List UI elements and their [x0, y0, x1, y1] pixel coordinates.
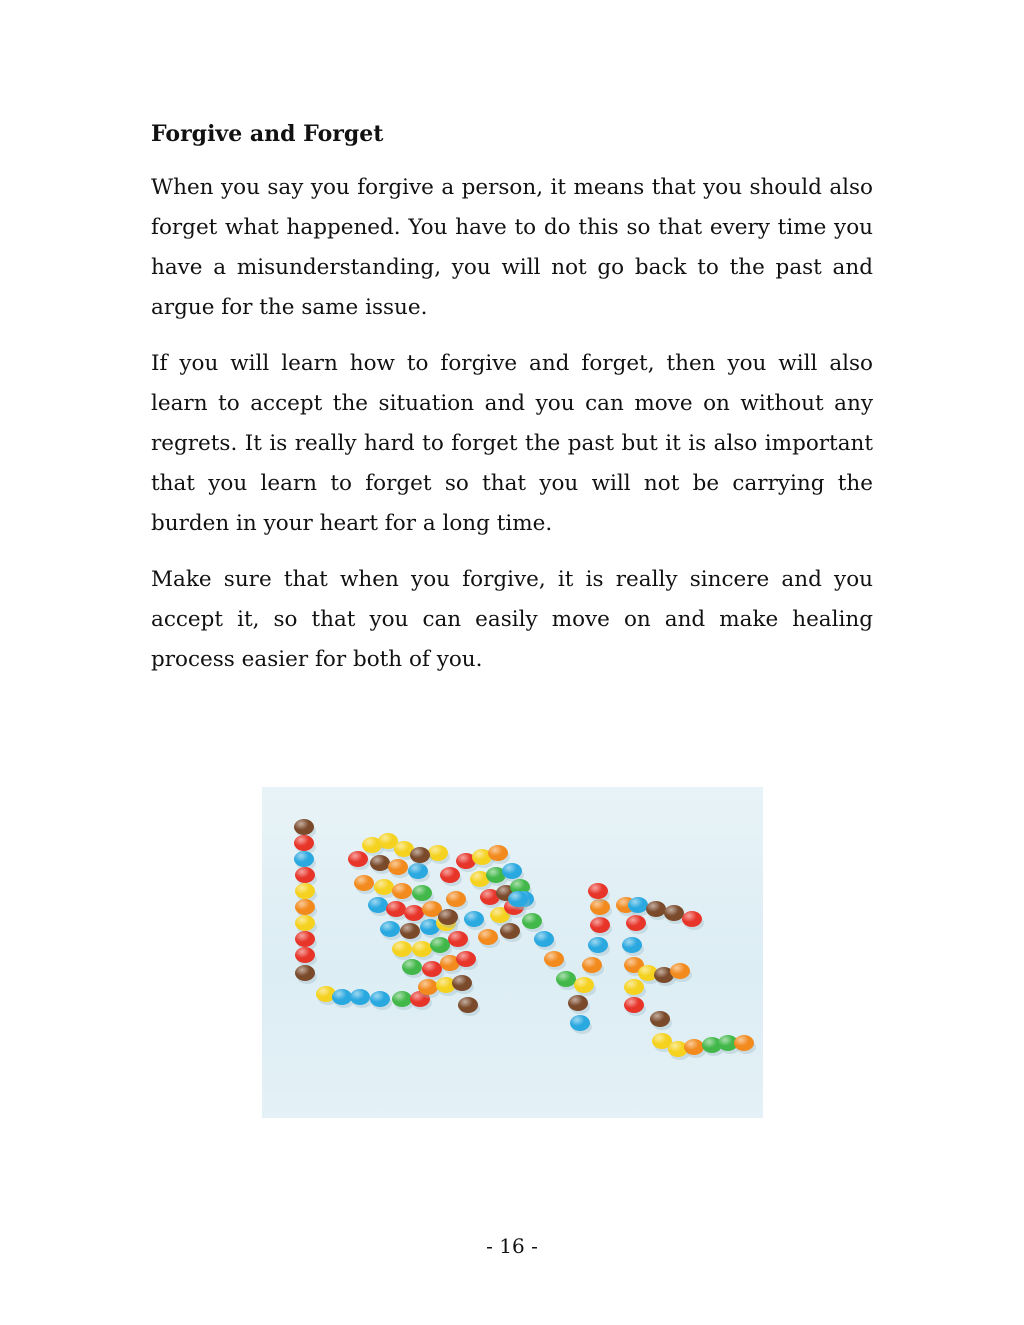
candy-piece — [402, 959, 424, 978]
candy-piece — [650, 1011, 672, 1030]
candy-piece — [478, 929, 500, 948]
candy-piece — [295, 947, 317, 966]
candy-illustration — [262, 787, 763, 1118]
candy-piece — [588, 937, 610, 956]
candy-piece — [588, 883, 610, 902]
candy-piece — [544, 951, 566, 970]
candy-piece — [440, 867, 462, 886]
candy-piece — [446, 891, 468, 910]
page-number: - 16 - — [486, 1234, 538, 1258]
candy-piece — [388, 859, 410, 878]
candy-piece — [464, 911, 486, 930]
paragraph-1: When you say you forgive a person, it means that you should also forget what happened. You have to do this so that every time you have a misunderstanding, you will not go back to the past and argue for the same issue. — [151, 175, 873, 320]
paragraph-2: If you will learn how to forgive and forget, then you will also learn to accept the situation and you can move on without any regrets. It is really hard to forget the past but it is also important that you learn to forget so that you will not be carrying the burden in your heart for a long time. — [151, 351, 873, 536]
candy-piece — [522, 913, 544, 932]
candy-piece — [392, 883, 414, 902]
love-candy-image — [262, 787, 763, 1118]
candy-piece — [568, 995, 590, 1014]
candy-piece — [590, 917, 612, 936]
candy-piece — [392, 941, 414, 960]
paragraph-3: Make sure that when you forgive, it is really sincere and you accept it, so that you can easily move on and make healing process easier for both of you. — [151, 567, 873, 672]
candy-piece — [624, 997, 646, 1016]
candy-piece — [570, 1015, 592, 1034]
candy-piece — [348, 851, 370, 870]
candy-piece — [626, 915, 648, 934]
candy-piece — [500, 923, 522, 942]
candy-piece — [295, 965, 317, 984]
candy-piece — [682, 911, 704, 930]
candy-piece — [534, 931, 556, 950]
candy-piece — [582, 957, 604, 976]
candy-piece — [458, 997, 480, 1016]
candy-piece — [408, 863, 430, 882]
candy-piece — [354, 875, 376, 894]
candy-piece — [370, 991, 392, 1010]
candy-piece — [400, 923, 422, 942]
text-body — [151, 118, 873, 696]
candy-piece — [574, 977, 596, 996]
section-heading: Forgive and Forget — [151, 121, 384, 147]
candy-piece — [350, 989, 372, 1008]
candy-piece — [624, 979, 646, 998]
candy-piece — [622, 937, 644, 956]
candy-piece — [380, 921, 402, 940]
candy-piece — [410, 847, 432, 866]
